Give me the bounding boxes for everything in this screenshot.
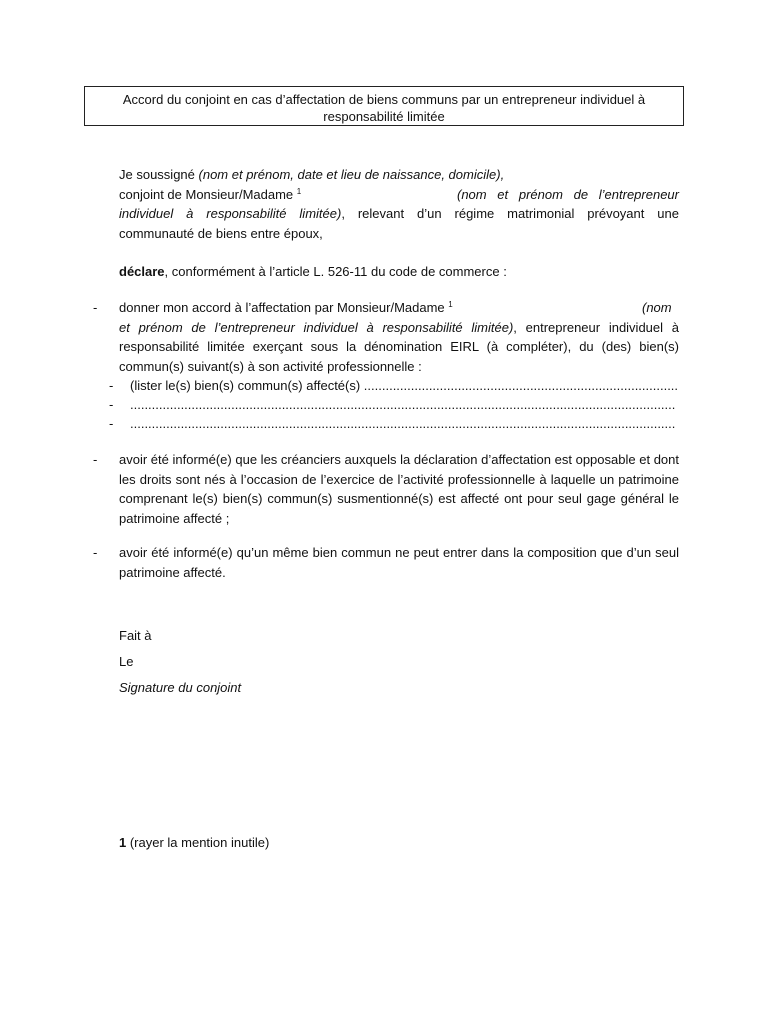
item1-text-a: donner mon accord à l’affectation par Monsieur/Madame — [119, 300, 445, 315]
item1-paragraph — [119, 298, 679, 376]
sub-item-1: (lister le(s) bien(s) commun(s) affecté(s) ....................................................................................... — [130, 378, 679, 393]
declare-line — [119, 262, 679, 282]
document-title-box — [84, 86, 684, 126]
sub-bullet-2: - — [109, 397, 114, 412]
intro-line-2 — [119, 185, 679, 205]
intro-line-4: communauté de biens entre époux, — [119, 225, 323, 241]
document-title-line2: responsabilité limitée — [323, 109, 445, 124]
intro-paragraph — [119, 165, 679, 243]
soussigne-text: Je soussigné — [119, 167, 195, 182]
document-title-line1: Accord du conjoint en cas d’affectation de biens communs par un entrepreneur individuel à — [122, 92, 646, 107]
item1-footnote-ref: 1 — [448, 300, 453, 309]
item1-body — [119, 318, 679, 377]
footnote-number: 1 — [119, 835, 127, 850]
sub-item-2: ....................................................................................................................................................... — [130, 397, 676, 412]
item1-line-1 — [119, 298, 679, 318]
entrepreneur-hint-a: (nom et prénom de l’entrepreneur — [457, 186, 679, 202]
item3-bullet: - — [93, 545, 98, 560]
soussigne-hint: (nom et prénom, date et lieu de naissance, domicile), — [198, 167, 505, 182]
declare-bold: déclare — [119, 264, 165, 279]
signature-label: Signature du conjoint — [119, 680, 242, 695]
item1-nom: (nom — [642, 300, 672, 315]
regime-text: , relevant d’un régime matrimonial prévoyant une — [341, 206, 679, 221]
sub-bullet-1: - — [109, 378, 114, 393]
sub-item-3: ....................................................................................................................................................... — [130, 416, 676, 431]
le-label: Le — [119, 654, 134, 669]
footnote-text: (rayer la mention inutile) — [126, 835, 270, 850]
item1-bullet: - — [93, 300, 98, 315]
conjoint-de-text: conjoint de Monsieur/Madame — [119, 186, 294, 202]
item3-paragraph: avoir été informé(e) qu’un même bien commun ne peut entrer dans la composition que d’un seul patrimoine affecté. — [119, 545, 679, 580]
entrepreneur-hint-b: individuel à responsabilité limitée) — [119, 206, 342, 221]
item1-text-b: , entrepreneur individuel à responsabilité limitée exerçant sous la dénomination EIRL (à compléter), du (des) bien(s) commun(s) suivant(s) à son activité professionnelle : — [119, 319, 679, 374]
intro-line-1 — [119, 165, 679, 185]
declare-text: , conformément à l’article L. 526-11 du code de commerce : — [164, 264, 507, 279]
footnote — [119, 833, 269, 853]
intro-line-3 — [119, 204, 679, 224]
item2-paragraph: avoir été informé(e) que les créanciers auxquels la déclaration d’affectation est opposable et dont les droits sont nés à l’occasion de l’exercice de l’activité professionnelle à laquelle un patrimoine comprenant le(s) bien(s) commun(s) susmentionné(s) est affecté ont pour seul gage général le patrimoine affecté ; — [119, 452, 679, 526]
fait-a-label: Fait à — [119, 628, 152, 643]
item1-hint-b: et prénom de l’entrepreneur individuel à responsabilité limitée) — [119, 319, 514, 335]
item2-bullet: - — [93, 452, 98, 467]
footnote-ref: 1 — [296, 186, 302, 196]
sub-bullet-3: - — [109, 416, 114, 431]
